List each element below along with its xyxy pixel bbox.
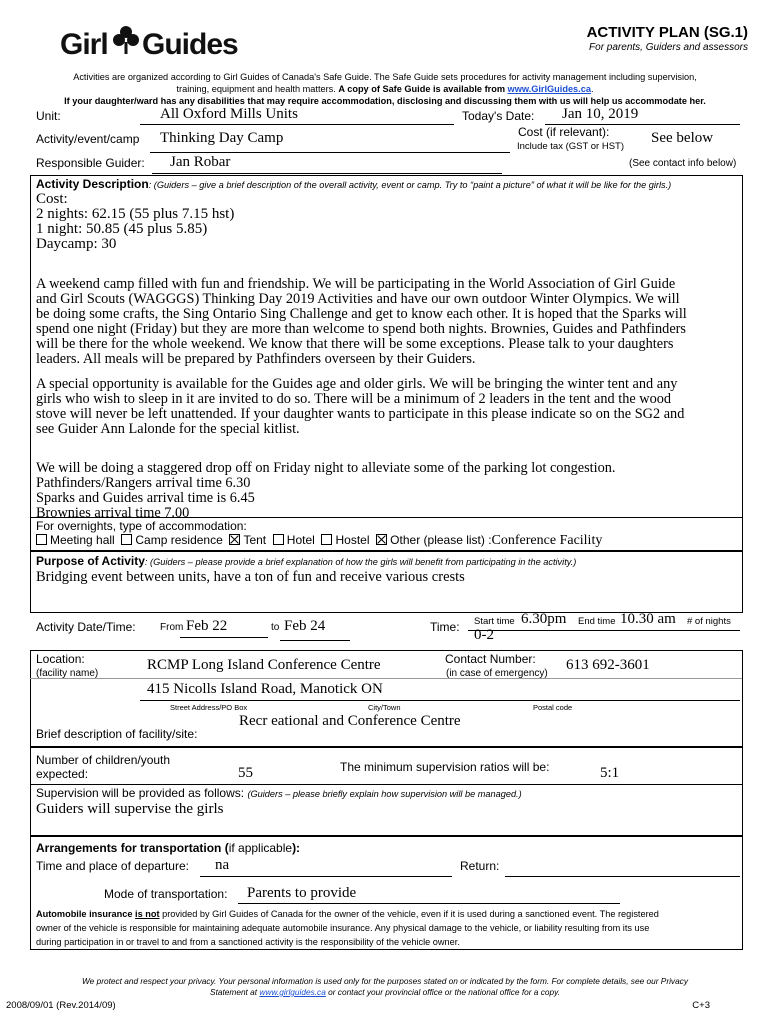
svg-text:Guides: Guides [142,28,238,61]
description-cost[interactable] [36,192,234,252]
option-label: Other (please list) : [390,533,492,547]
transport-label: Arrangements for transportation ( [36,841,229,855]
unit-underline [140,124,454,125]
accommodation-label: For overnights, type of accommodation: [36,519,247,533]
accommodation-options [36,533,602,549]
description-label: Activity Description [36,177,149,191]
insurance-line-3: during participation in or travel to and from a sanctioned activity is the responsibility of the vehicle owner. [36,937,460,947]
other-accommodation-field[interactable]: Conference Facility [491,533,603,548]
privacy-line-1: We protect and respect your privacy. Your personal information is used only for the purposes stated on or indicated by the form. For complete details, see our Privacy [82,976,688,986]
guider-underline [152,173,502,174]
insurance-text [36,907,740,949]
ratio-field[interactable]: 5:1 [600,765,620,781]
to-underline [280,640,350,641]
description-hint: : (Guiders – give a brief description of the overall activity, event or camp. Try to “paint a picture” of what it will be like for the girls.) [148,180,672,190]
departure-label: Time and place of departure: [36,859,189,873]
children-label-1: Number of children/youth [36,753,171,767]
intro-bold: A copy of Safe Guide is available from [338,84,508,94]
guider-label: Responsible Guider: [36,156,145,170]
intro-end: . [590,84,594,94]
facility-field[interactable]: RCMP Long Island Conference Centre [147,657,381,673]
insurance-underline: is not [135,909,160,919]
text-line: spend one night (Friday) but they are more than welcome to spend both nights. Brownies, Guides and Pathfinders [36,321,686,337]
option-label: Hostel [335,533,370,547]
from-underline [180,637,268,638]
address-field[interactable]: 415 Nicolls Island Road, Manotick ON [147,681,383,697]
trefoil-icon [60,20,250,62]
text-line: and Girl Scouts (WAGGGS) Thinking Day 2019 Activities and have our own outdoor Winter Olympics. We will [36,291,680,307]
description-para-2[interactable] [36,377,684,437]
to-date-field[interactable]: Feb 24 [284,618,326,634]
option-label: Hotel [286,533,315,547]
mode-underline [238,903,620,904]
intro-line-3: If your daughter/ward has any disabilities that may require accommodation, disclosing and discussing them with us will help us accommodate her. [64,96,706,106]
purpose-field[interactable]: Bridging event between units, have a ton of fun and receive various crests [36,569,465,585]
transport-heading [36,841,300,855]
text-line: Brownies arrival time 7.00 [36,505,190,521]
insurance-bold: Automobile insurance [36,909,136,919]
mode-label: Mode of transportation: [104,887,228,901]
option-label: Tent [243,533,267,547]
time-underline [468,630,740,631]
option-label: Meeting hall [50,533,115,547]
insurance-rest: provided by Girl Guides of Canada for the owner of the vehicle, even if it is used during a sanctioned event. The registered [159,909,659,919]
insurance-line-1 [36,907,740,921]
purpose-label: Purpose of Activity [36,554,145,568]
end-time-field[interactable]: 10.30 am [620,611,676,627]
checkbox-icon[interactable] [321,534,332,545]
checked-box-icon[interactable] [376,534,387,545]
option-other[interactable] [376,533,491,547]
activity-underline [150,152,510,153]
contact-note: (See contact info below) [629,158,737,169]
start-label: Start time [474,616,515,627]
text-line: Pathfinders/Rangers arrival time 6.30 [36,475,251,491]
purpose-hint: : (Guiders – please provide a brief explanation of how the girls will benefit from participating in the activity.) [144,557,577,567]
cost-sub: Include tax (GST or HST) [517,141,624,152]
return-label: Return: [460,859,500,873]
start-time-field[interactable]: 6.30pm [521,611,567,627]
checked-box-icon[interactable] [229,534,240,545]
address-underline [140,700,740,701]
location-sub: (facility name) [36,668,99,679]
intro-line-1: Activities are organized according to Girl Guides of Canada's Safe Guide. The Safe Guide sets procedures for activity management including supervision, [73,72,697,82]
departure-field[interactable]: na [215,857,230,873]
ratio-label: The minimum supervision ratios will be: [340,760,550,774]
supervision-field[interactable]: Guiders will supervise the girls [36,801,224,817]
cost-label: Cost (if relevant): [518,125,610,139]
purpose-heading [36,554,576,568]
from-label: From [160,622,184,633]
activity-field[interactable]: Thinking Day Camp [160,130,284,146]
option-camp-residence[interactable] [121,533,222,547]
girl-guides-logo [60,20,250,62]
contact-number-sub: (in case of emergency) [446,668,548,679]
text-line: stove will never be left unattended. If your daughter wants to participate in this please indicate so on the SG2 and [36,406,685,422]
description-heading [36,177,671,191]
form-title: ACTIVITY PLAN (SG.1) [586,24,748,41]
intro-text: training, equipment and health matters. [176,84,339,94]
text-line: be doing some crafts, the Sing Ontario Sing Challenge and get to know each other. It is hoped that the Sparks will [36,306,687,322]
form-code: C+3 [692,1000,710,1011]
cost-field[interactable]: See below [651,130,714,146]
unit-field[interactable]: All Oxford Mills Units [160,106,298,122]
guider-field[interactable]: Jan Robar [170,154,231,170]
safe-guide-link[interactable]: www.GirlGuides.ca [507,84,591,94]
from-date-field[interactable]: Feb 22 [186,618,228,634]
text-line: girls who wish to sleep in it are invited to do so. There will be a minimum of 2 leaders in the tent and the wood [36,391,672,407]
cost-line: Daycamp: 30 [36,236,117,252]
option-label: Camp residence [135,533,223,547]
contact-number-label: Contact Number: [445,652,536,666]
intro-line-2 [0,84,770,94]
text-line: We will be doing a staggered drop off on Friday night to alleviate some of the parking lot congestion. [36,460,616,476]
cost-line: 2 nights: 62.15 (55 plus 7.15 hst) [36,206,235,222]
nights-label: # of nights [687,616,731,627]
location-label: Location: [36,652,85,666]
street-caption: Street Address/PO Box [170,703,248,712]
departure-underline [200,876,452,877]
return-underline [505,876,740,877]
contact-number-field[interactable]: 613 692-3601 [566,657,650,673]
text-line: A special opportunity is available for the Guides age and older girls. We will be bringing the winter tent and any [36,376,678,392]
transport-label-mid: if applicable [228,841,293,855]
option-meeting-hall[interactable] [36,533,115,547]
end-label: End time [578,616,616,627]
date-label: Today's Date: [462,109,535,123]
revision-date: 2008/09/01 (Rev.2014/09) [6,1000,116,1011]
privacy-end: or contact your provincial office or the national office for a copy. [325,987,560,997]
children-count-field[interactable]: 55 [238,765,253,781]
activity-label: Activity/event/camp [36,132,140,146]
nights-field[interactable]: 0-2 [474,627,494,643]
date-field[interactable]: Jan 10, 2019 [562,106,639,122]
text-line: see Guider Ann Lalonde for the special kitlist. [36,421,300,437]
text-line: Sparks and Guides arrival time is 6.45 [36,490,255,506]
facility-underline [30,678,742,679]
svg-text:Girl: Girl [60,28,108,61]
time-label: Time: [430,620,460,634]
description-para-1[interactable] [36,277,687,367]
option-tent[interactable] [229,533,266,547]
supervision-hint: (Guiders – please briefly explain how supervision will be managed.) [247,789,522,799]
privacy-text: Statement at [210,987,260,997]
cost-line: 1 night: 50.85 (45 plus 5.85) [36,221,208,237]
facility-description-label: Brief description of facility/site: [36,727,198,741]
privacy-line-2 [0,987,770,997]
form-subtitle: For parents, Guiders and assessors [589,42,748,53]
supervision-heading [36,786,522,800]
checkbox-icon[interactable] [273,534,284,545]
city-caption: City/Town [368,703,401,712]
option-hotel[interactable] [273,533,315,547]
option-hostel[interactable] [321,533,369,547]
to-label: to [271,622,280,633]
activity-date-label: Activity Date/Time: [36,620,136,634]
supervision-label: Supervision will be provided as follows: [36,786,248,800]
mode-field[interactable]: Parents to provide [247,885,357,901]
unit-label: Unit: [36,109,61,123]
description-para-3[interactable] [36,461,615,521]
text-line: leaders. All meals will be prepared by Pathfinders overseen by their Guiders. [36,351,476,367]
cost-line: Cost: [36,191,68,207]
text-line: will be there for the whole weekend. We know that there will be some exceptions. Please talk to your daughters [36,336,674,352]
insurance-line-2: owner of the vehicle is responsible for maintaining adequate automobile insurance. Any physical damage to the vehicle, or liability resulting from its use [36,923,650,933]
facility-description-field[interactable]: Recr eational and Conference Centre [239,713,461,729]
checkbox-icon[interactable] [36,534,47,545]
postal-caption: Postal code [533,703,573,712]
transport-label-end: ): [292,841,301,855]
children-label-2: expected: [36,767,89,781]
privacy-link[interactable]: www.girlguides.ca [259,987,326,997]
checkbox-icon[interactable] [121,534,132,545]
text-line: A weekend camp filled with fun and friendship. We will be participating in the World Association of Girl Guide [36,276,676,292]
